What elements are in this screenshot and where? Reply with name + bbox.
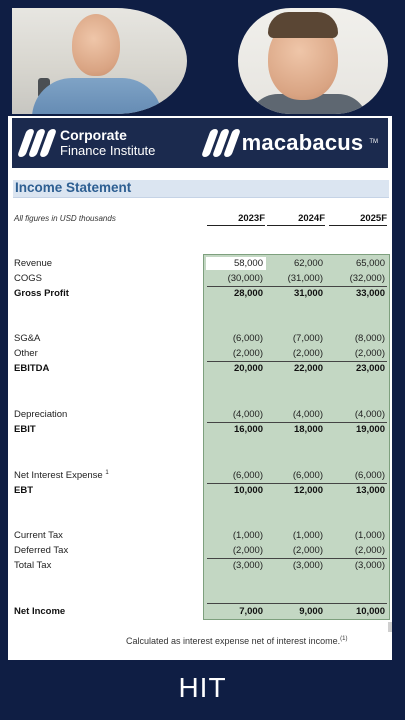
cfi-name-line2: Finance Institute <box>60 143 156 158</box>
row-label: Deferred Tax <box>14 545 69 556</box>
cell-2023[interactable]: (30,000) <box>227 273 263 284</box>
cell-2025[interactable]: 33,000 <box>355 288 385 299</box>
row-cogs <box>8 272 392 287</box>
cell-2023[interactable]: (3,000) <box>232 560 263 571</box>
cfi-logo <box>22 128 155 158</box>
column-header-year-2[interactable]: 2024F <box>267 213 325 226</box>
cell-2023[interactable]: 7,000 <box>239 606 263 617</box>
row-revenue <box>8 257 392 272</box>
cell-2024[interactable]: 62,000 <box>293 258 323 269</box>
footnote-text: Calculated as interest expense net of interest income. <box>126 636 341 646</box>
row-sga <box>8 332 392 347</box>
row-label: Current Tax <box>14 530 63 541</box>
row-deferred-tax <box>8 544 392 559</box>
cell-2024[interactable]: (2,000) <box>292 545 323 556</box>
row-label: Net Income <box>14 606 66 617</box>
row-label: SG&A <box>14 333 41 344</box>
speaker-hair <box>268 12 338 38</box>
row-ebt <box>8 484 392 499</box>
cell-2023[interactable]: (4,000) <box>232 409 263 420</box>
row-label: EBIT <box>14 424 36 435</box>
cell-2024[interactable]: 9,000 <box>299 606 323 617</box>
cell-2024[interactable]: (6,000) <box>292 470 323 481</box>
cell-2023[interactable]: 28,000 <box>233 288 263 299</box>
row-total-tax <box>8 559 392 574</box>
cell-2023[interactable]: (6,000) <box>232 470 263 481</box>
row-depreciation <box>8 408 392 423</box>
cell-2024[interactable]: 31,000 <box>293 288 323 299</box>
cell-2024[interactable]: 18,000 <box>293 424 323 435</box>
row-label: Revenue <box>14 258 53 269</box>
speaker-body <box>32 78 162 114</box>
macabacus-logo <box>206 129 378 157</box>
cell-2023[interactable]: (2,000) <box>232 545 263 556</box>
cell-2024[interactable]: 12,000 <box>293 485 323 496</box>
footnote-marker: (1) <box>340 636 348 642</box>
video-tile-right-speaker <box>238 8 388 114</box>
row-net-interest-expense <box>8 469 392 484</box>
cell-2025[interactable]: (6,000) <box>354 470 385 481</box>
macabacus-logo-icon <box>206 129 236 157</box>
scrollbar-handle[interactable] <box>388 622 392 632</box>
row-ebitda <box>8 362 392 377</box>
trademark-mark: TM <box>369 139 378 145</box>
cfi-logo-icon <box>22 129 52 157</box>
footnote-marker: 1 <box>105 470 109 476</box>
row-label: COGS <box>14 273 42 284</box>
row-label: Net Interest Expense $^1$ <box>14 470 109 481</box>
cell-2025[interactable]: (8,000) <box>354 333 385 344</box>
cell-2023[interactable]: (2,000) <box>232 348 263 359</box>
cell-2024[interactable]: (2,000) <box>292 348 323 359</box>
cell-2025[interactable]: 19,000 <box>355 424 385 435</box>
row-label: Total Tax <box>14 560 52 571</box>
speaker-head <box>72 14 120 76</box>
row-ebit <box>8 423 392 438</box>
cell-2025[interactable]: 23,000 <box>355 363 385 374</box>
cell-2024[interactable]: (1,000) <box>292 530 323 541</box>
row-label: EBT <box>14 485 33 496</box>
cell-2023[interactable]: 58,000 <box>233 258 263 269</box>
units-note: All figures in USD thousands <box>14 214 116 223</box>
cell-2025[interactable]: (3,000) <box>354 560 385 571</box>
cell-2023[interactable]: 16,000 <box>233 424 263 435</box>
cell-2025[interactable]: (1,000) <box>354 530 385 541</box>
cell-2025[interactable]: 10,000 <box>355 606 385 617</box>
cell-2025[interactable]: (2,000) <box>354 348 385 359</box>
cell-2023[interactable]: (1,000) <box>232 530 263 541</box>
cell-2025[interactable]: 13,000 <box>355 485 385 496</box>
cell-2025[interactable]: (4,000) <box>354 409 385 420</box>
row-label: EBITDA <box>14 363 50 374</box>
cfi-name-line1: Corporate <box>60 127 127 143</box>
cell-2025[interactable]: (32,000) <box>349 273 385 284</box>
sheet-title: Income Statement <box>15 180 132 195</box>
row-label: Other <box>14 348 38 359</box>
sheet-title-bar <box>13 180 389 198</box>
cell-2023[interactable]: 10,000 <box>233 485 263 496</box>
brand-banner <box>12 118 388 168</box>
cell-2025[interactable]: (2,000) <box>354 545 385 556</box>
cell-2024[interactable]: (3,000) <box>292 560 323 571</box>
row-label: Depreciation <box>14 409 68 420</box>
video-caption: HIT <box>178 672 227 703</box>
column-header-year-3[interactable]: 2025F <box>329 213 387 226</box>
cell-2025[interactable]: 65,000 <box>355 258 385 269</box>
column-header-year-1[interactable]: 2023F <box>207 213 265 226</box>
cell-2024[interactable]: (4,000) <box>292 409 323 420</box>
cell-2024[interactable]: (7,000) <box>292 333 323 344</box>
macabacus-wordmark: macabacus <box>241 130 364 155</box>
row-other <box>8 347 392 362</box>
row-net-income <box>8 605 392 620</box>
cell-2023[interactable]: (6,000) <box>232 333 263 344</box>
video-tile-left-speaker <box>12 8 187 114</box>
row-label: Gross Profit <box>14 288 69 299</box>
row-gross-profit <box>8 287 392 302</box>
cell-2023[interactable]: 20,000 <box>233 363 263 374</box>
cell-2024[interactable]: (31,000) <box>287 273 323 284</box>
row-current-tax <box>8 529 392 544</box>
footnote <box>126 636 347 646</box>
total-rule <box>207 603 387 604</box>
cell-2024[interactable]: 22,000 <box>293 363 323 374</box>
spreadsheet-panel <box>8 116 392 660</box>
